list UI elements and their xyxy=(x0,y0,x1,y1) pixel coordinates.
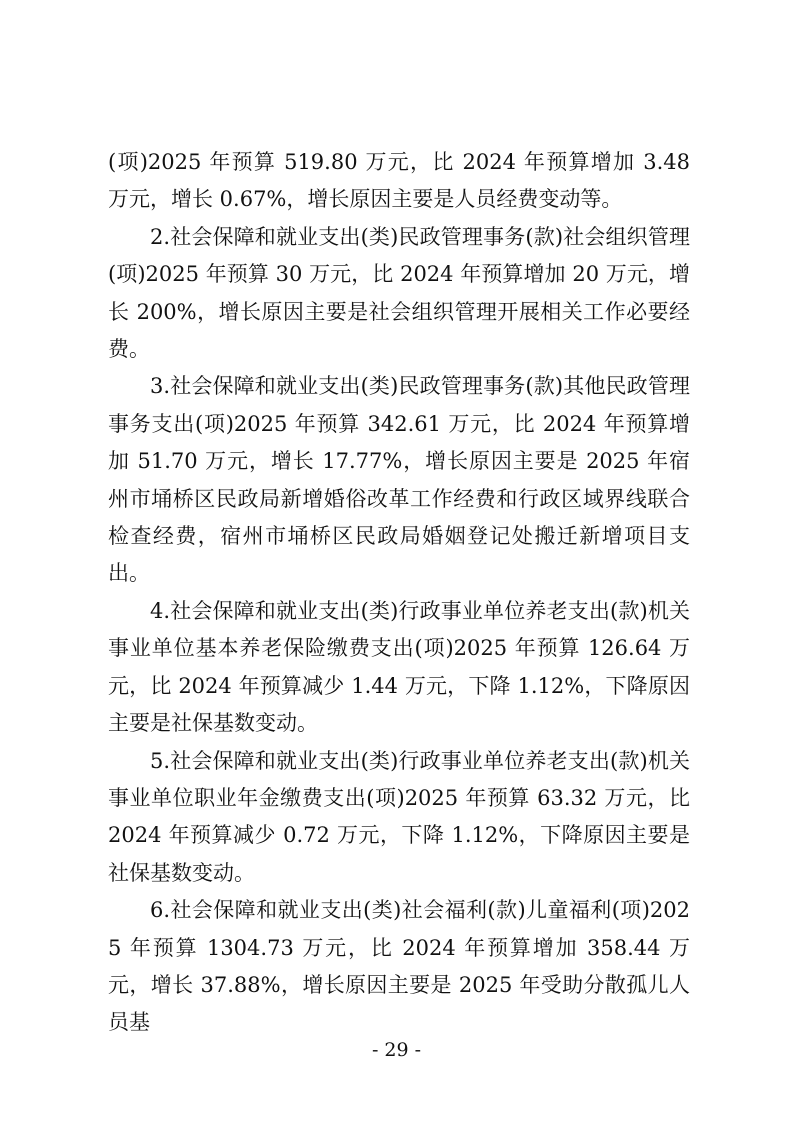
page-number: - 29 - xyxy=(371,1039,422,1061)
paragraph-item-2: 2.社会保障和就业支出(类)民政管理事务(款)社会组织管理(项)2025 年预算 30 万元，比 2024 年预算增加 20 万元，增长 200%，增长原因主要是社会组织管理开展相关工作必要经费。 xyxy=(108,224,690,362)
paragraph-item-3: 3.社会保障和就业支出(类)民政管理事务(款)其他民政管理事务支出(项)2025 年预算 342.61 万元，比 2024 年预算增加 51.70 万元，增长 17.77%，增长原因主要是 2025 年宿州市埇桥区民政局新增婚俗改革工作经费和行政区域界线联合检查经费，宿州市埇桥区民政局婚姻登记处搬迁新增项目支出。 xyxy=(108,374,690,586)
paragraph-item-6: 6.社会保障和就业支出(类)社会福利(款)儿童福利(项)2025 年预算 1304.73 万元，比 2024 年预算增加 358.44 万元，增长 37.88%，增长原因主要是 2025 年受助分散孤儿人员基 xyxy=(108,898,690,1035)
paragraph-continuation: (项)2025 年预算 519.80 万元，比 2024 年预算增加 3.48 万元，增长 0.67%，增长原因主要是人员经费变动等。 xyxy=(108,150,690,212)
body-text xyxy=(108,144,690,1042)
paragraph-item-4: 4.社会保障和就业支出(类)行政事业单位养老支出(款)机关事业单位基本养老保险缴费支出(项)2025 年预算 126.64 万元，比 2024 年预算减少 1.44 万元，下降 1.12%，下降原因主要是社保基数变动。 xyxy=(108,598,690,736)
paragraph-item-5: 5.社会保障和就业支出(类)行政事业单位养老支出(款)机关事业单位职业年金缴费支出(项)2025 年预算 63.32 万元，比 2024 年预算减少 0.72 万元，下降 1.12%，下降原因主要是社保基数变动。 xyxy=(108,748,690,885)
